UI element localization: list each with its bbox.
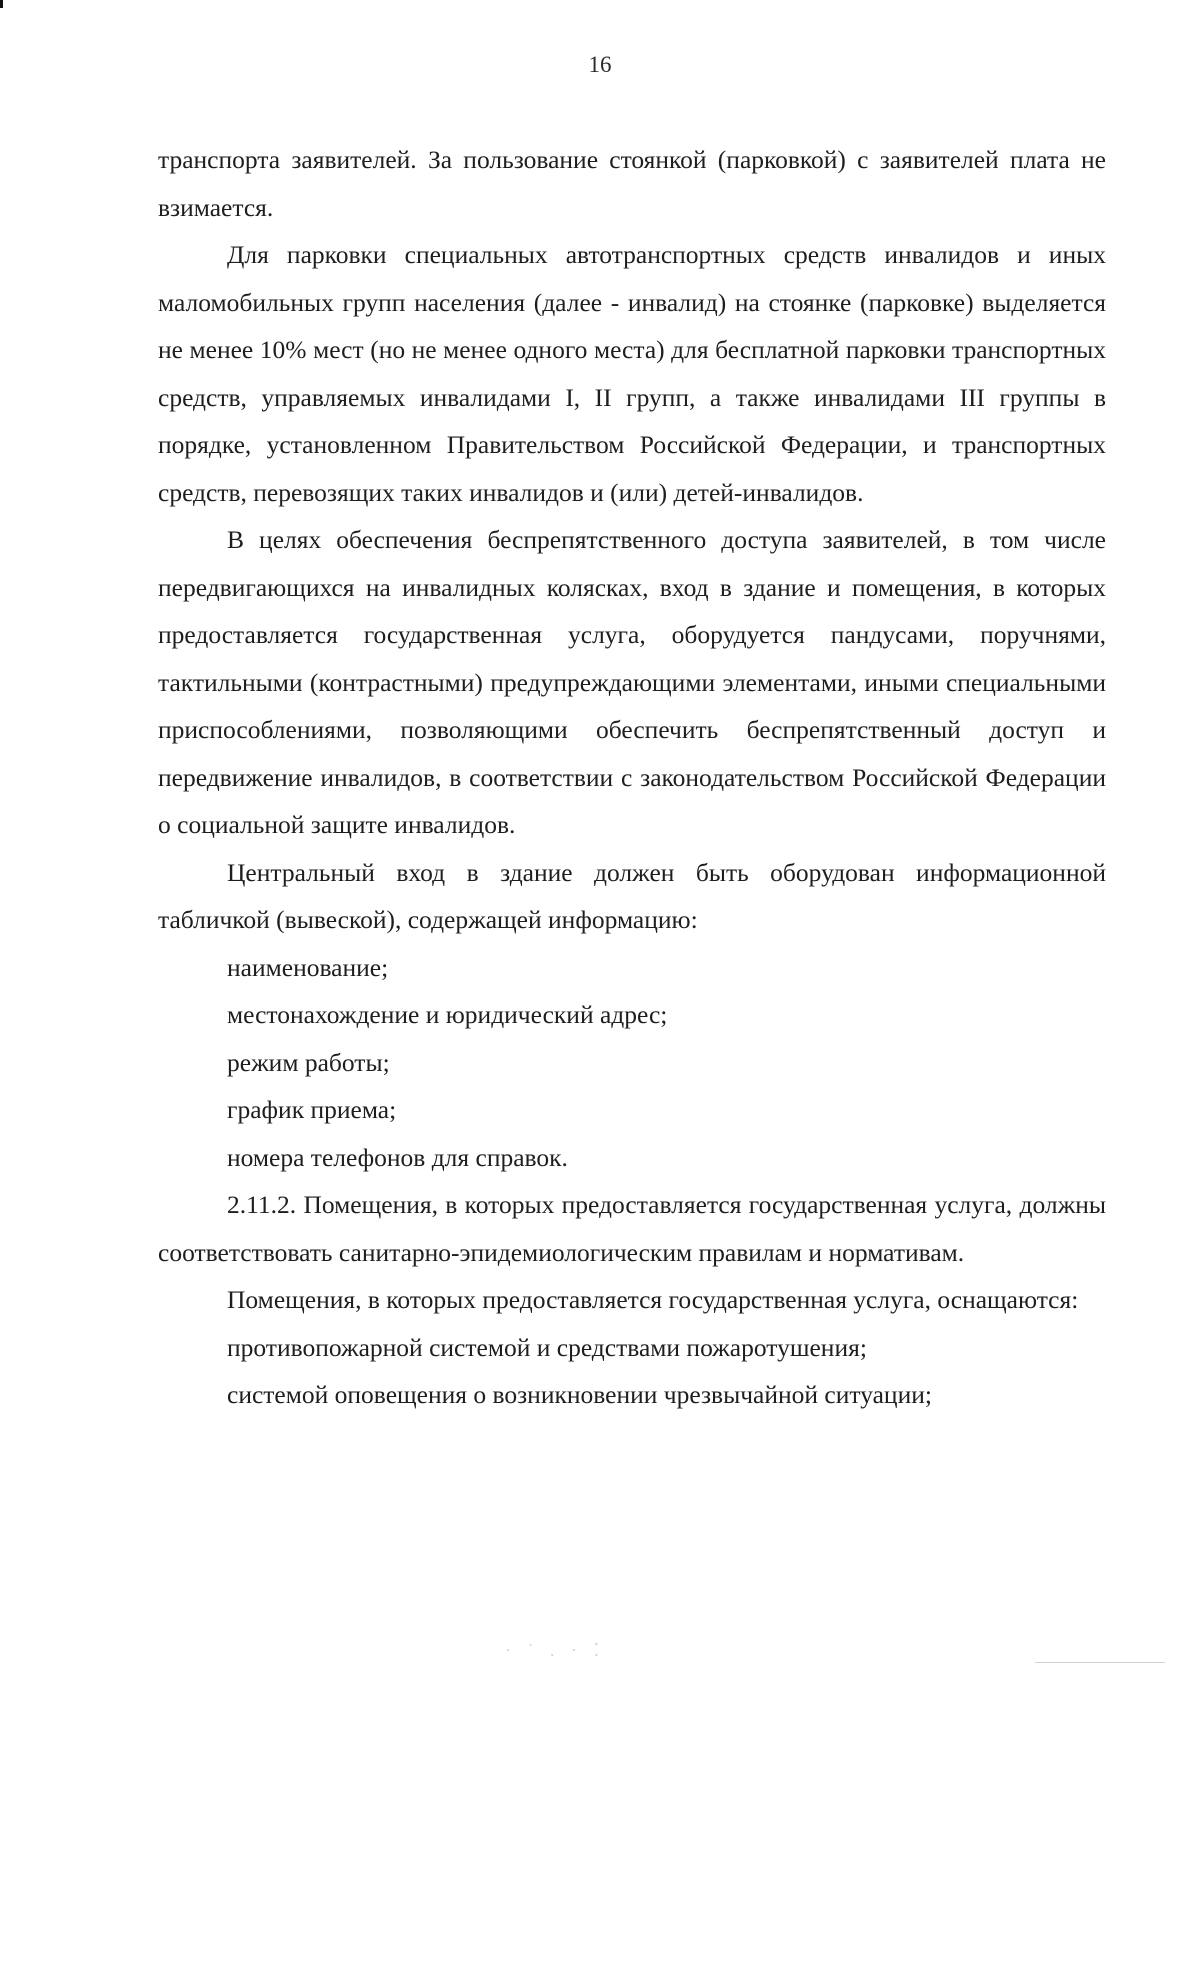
document-body	[158, 136, 1106, 1419]
list-item: наименование;	[227, 952, 389, 982]
list-item: номера телефонов для справок.	[227, 1142, 568, 1172]
scan-artifact-line	[1035, 1662, 1165, 1663]
equipment-list	[158, 1324, 1106, 1419]
page-number: 16	[588, 52, 612, 77]
paragraph-accessibility: В целях обеспечения беспрепятственного доступа заявителей, в том числе передвигающихся на инвалидных колясках, вход в здание и помещения, в которых предоставляется государственная услуга, оборудуется пандусами, поручнями, тактильными (контрастными) предупреждающими элементами, иными специальными приспособлениями, позволяющими обеспечить беспрепятственный доступ и передвижение инвалидов, в соответствии с законодательством Российской Федерации о социальной защите инвалидов.	[158, 525, 1106, 839]
list-item: график приема;	[227, 1095, 397, 1124]
paragraph-entrance-sign: Центральный вход в здание должен быть оборудован информационной табличкой (вывеской), содержащей информацию:	[158, 857, 1106, 934]
list-item: местонахождение и юридический адрес;	[227, 1000, 668, 1029]
list-item: режим работы;	[227, 1047, 390, 1077]
paragraph-premises-equipment: Помещения, в которых предоставляется государственная услуга, оснащаются:	[227, 1285, 1079, 1314]
paragraph-sanitary-norms: 2.11.2. Помещения, в которых предоставляется государственная услуга, должны соответствовать санитарно-эпидемиологическим правилам и нормативам.	[158, 1190, 1106, 1267]
paragraph-parking-fee: транспорта заявителей. За пользование стоянкой (парковкой) с заявителей плата не взимается.	[158, 145, 1106, 222]
scan-edge-mark	[0, 0, 3, 8]
sign-info-list	[158, 944, 1106, 1182]
list-item: противопожарной системой и средствами пожаротушения;	[227, 1332, 867, 1362]
list-item: системой оповещения о возникновении чрезвычайной ситуации;	[227, 1380, 932, 1409]
paragraph-disabled-parking: Для парковки специальных автотранспортных средств инвалидов и иных маломобильных групп населения (далее - инвалид) на стоянке (парковке) выделяется не менее 10% мест (но не менее одного места) для бесплатной парковки транспортных средств, управляемых инвалидами I, II групп, а также инвалидами III группы в порядке, установленном Правительством Российской Федерации, и транспортных средств, перевозящих таких инвалидов и (или) детей-инвалидов.	[158, 240, 1106, 507]
scan-noise: · ˙ . · ⁚	[505, 1640, 606, 1660]
